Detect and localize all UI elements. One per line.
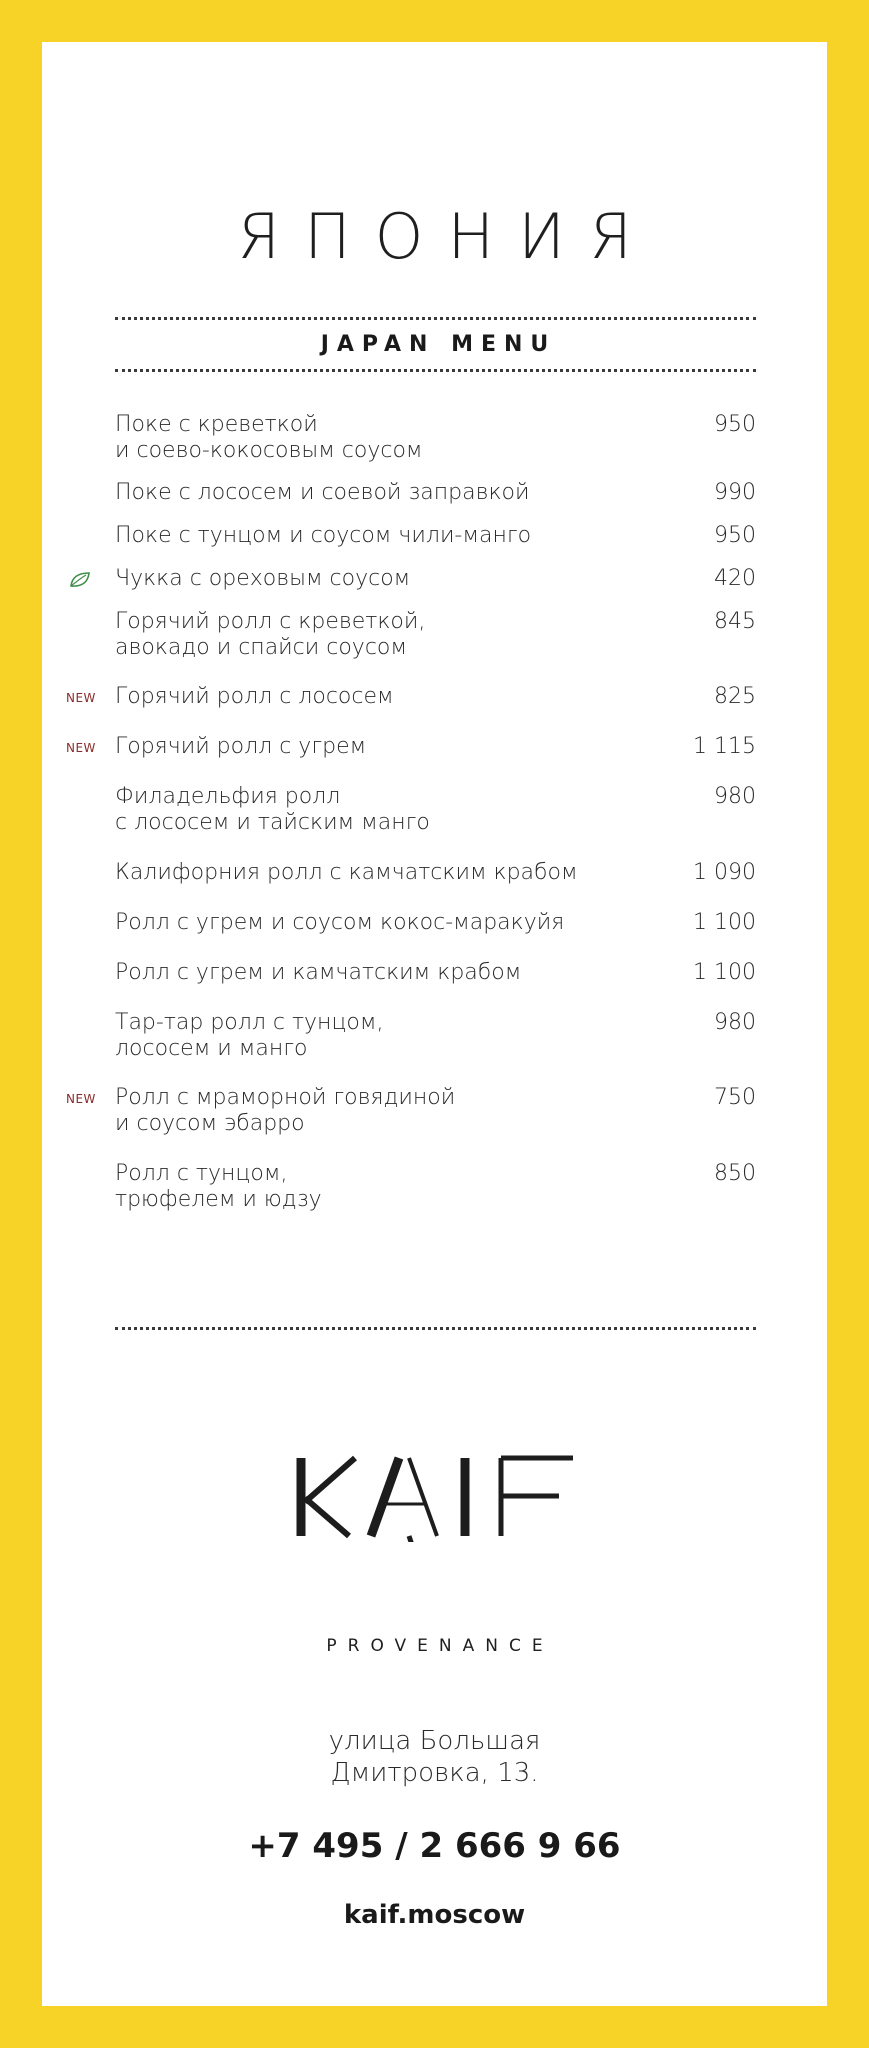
menu-item-name: Поке с креветкой и соево-кокосовым соусом: [115, 412, 423, 463]
menu-item-name: Ролл с угрем и соусом кокос-маракуйя: [115, 910, 565, 935]
menu-item: [42, 1161, 827, 1221]
menu-page: [42, 42, 827, 2006]
menu-item-name: Поке с лососем и соевой заправкой: [115, 480, 530, 505]
menu-item-price: 845: [714, 609, 756, 634]
menu-item: [42, 609, 827, 684]
menu-item-price: 1 100: [693, 910, 756, 935]
menu-item-price: 980: [714, 784, 756, 809]
menu-item-price: 1 115: [693, 734, 756, 759]
menu-item: [42, 784, 827, 860]
menu-item-name: Ролл с тунцом, трюфелем и юдзу: [115, 1161, 322, 1212]
kaif-logo: [287, 1452, 582, 1542]
menu-item: [42, 684, 827, 734]
phone-number[interactable]: +7 495 / 2 666 9 66: [248, 1826, 621, 1866]
menu-item-price: 950: [714, 523, 756, 548]
leaf-icon: [69, 571, 91, 589]
menu-item-price: 950: [714, 412, 756, 437]
menu-item-name: Чукка с ореховым соусом: [115, 566, 411, 591]
menu-item-name: Горячий ролл с угрем: [115, 734, 367, 759]
menu-item-price: 850: [714, 1161, 756, 1186]
menu-item: [42, 960, 827, 1010]
menu-item: [42, 480, 827, 523]
menu-item-price: 1 100: [693, 960, 756, 985]
menu-item-price: 1 090: [693, 860, 756, 885]
menu-item-price: 825: [714, 684, 756, 709]
dotted-divider-bottom: [115, 1327, 756, 1330]
menu-item-name: Горячий ролл с лососем: [115, 684, 394, 709]
menu-item: [42, 1010, 827, 1085]
new-badge: NEW: [66, 691, 96, 705]
logo-text: KAIF: [287, 1452, 290, 1453]
website-link[interactable]: kaif.moscow: [343, 1900, 526, 1930]
menu-item-name: Ролл с мраморной говядиной и соусом эбарро: [115, 1085, 456, 1136]
menu-item-name: Калифорния ролл с камчатским крабом: [115, 860, 578, 885]
menu-item: [42, 734, 827, 784]
menu-item: [42, 860, 827, 910]
dotted-divider-top: [115, 317, 756, 320]
menu-item: [42, 412, 827, 480]
menu-item: [42, 910, 827, 960]
menu-item-price: 980: [714, 1010, 756, 1035]
menu-subtitle: JAPAN MENU: [320, 332, 557, 357]
menu-item: [42, 566, 827, 609]
menu-item-name: Ролл с угрем и камчатским крабом: [115, 960, 522, 985]
page-title: ЯПОНИЯ: [236, 200, 656, 273]
menu-item-name: Филадельфия ролл с лососем и тайским манго: [115, 784, 430, 835]
menu-item-name: Тар-тар ролл с тунцом, лососем и манго: [115, 1010, 384, 1061]
menu-item: [42, 523, 827, 566]
brand-subtitle: PROVENANCE: [326, 1636, 554, 1656]
menu-item-name: Поке с тунцом и соусом чили-манго: [115, 523, 532, 548]
menu-item-price: 750: [714, 1085, 756, 1110]
new-badge: NEW: [66, 741, 96, 755]
menu-item-name: Горячий ролл с креветкой, авокадо и спайси соусом: [115, 609, 426, 660]
menu-list: [42, 412, 827, 1221]
menu-item-price: 990: [714, 480, 756, 505]
menu-item-price: 420: [714, 566, 756, 591]
menu-item: [42, 1085, 827, 1161]
restaurant-address: улица Большая Дмитровка, 13.: [328, 1726, 541, 1788]
new-badge: NEW: [66, 1092, 96, 1106]
dotted-divider-under-subtitle: [115, 369, 756, 372]
